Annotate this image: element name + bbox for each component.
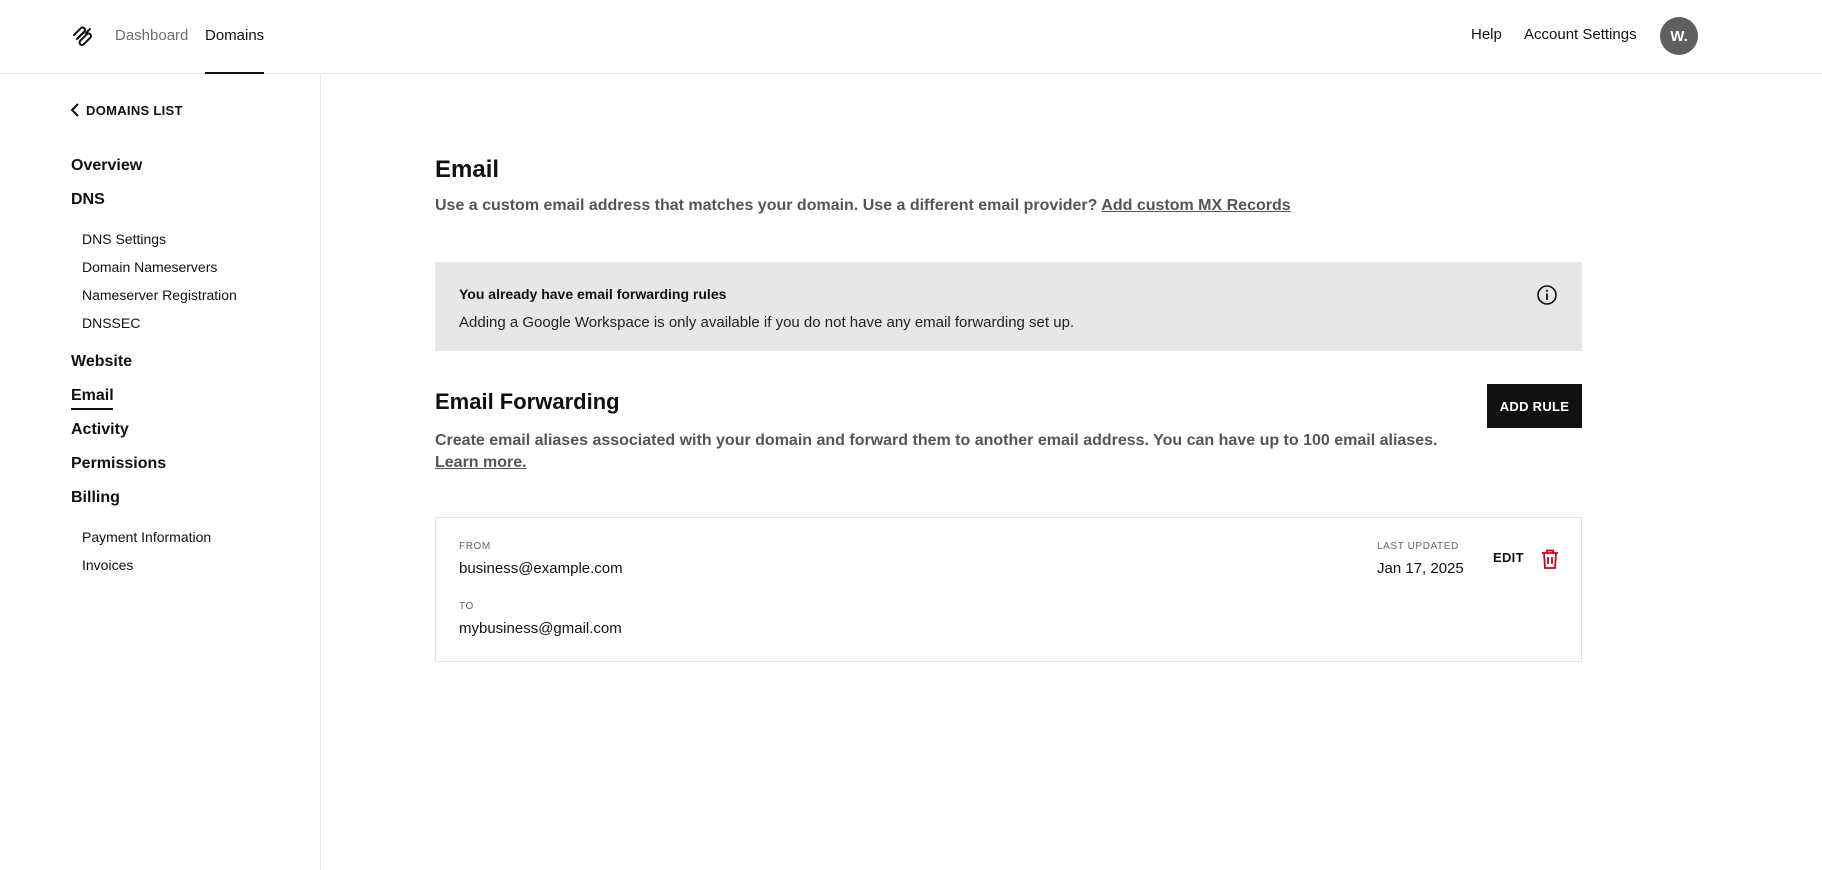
sidebar-item-email[interactable]: Email <box>71 387 114 404</box>
last-updated-date: Jan 17, 2025 <box>1377 560 1464 577</box>
email-forwarding-description-text: Create email aliases associated with your domain and forward them to another email address. You can have up to 100 email aliases. <box>435 432 1438 449</box>
domains-list-back-link[interactable] <box>70 102 183 118</box>
sidebar-item-dns[interactable]: DNS <box>71 191 105 208</box>
account-settings-link[interactable]: Account Settings <box>1524 26 1637 43</box>
sidebar-item-website[interactable]: Website <box>71 353 133 370</box>
forwarding-rule-card <box>435 517 1582 662</box>
to-label: TO <box>459 601 474 612</box>
chevron-left-icon <box>70 102 80 118</box>
back-link-label: DOMAINS LIST <box>86 102 183 118</box>
notice-title: You already have email forwarding rules <box>459 286 727 302</box>
learn-more-link[interactable]: Learn more. <box>435 454 527 471</box>
help-link[interactable]: Help <box>1471 26 1502 43</box>
page-title: Email <box>435 156 500 183</box>
email-forwarding-title: Email Forwarding <box>435 389 620 414</box>
sidebar-item-invoices[interactable]: Invoices <box>82 557 134 573</box>
sidebar-item-permissions[interactable]: Permissions <box>71 455 167 472</box>
add-custom-mx-records-link[interactable]: Add custom MX Records <box>1101 197 1291 214</box>
sidebar-item-dnssec[interactable]: DNSSEC <box>82 315 141 331</box>
notice-banner <box>435 262 1582 351</box>
sidebar-active-indicator <box>71 408 113 410</box>
sidebar-item-billing[interactable]: Billing <box>71 489 120 506</box>
from-address: business@example.com <box>459 560 623 577</box>
avatar[interactable]: W. <box>1660 17 1698 55</box>
sidebar-item-domain-nameservers[interactable]: Domain Nameservers <box>82 259 218 275</box>
notice-text: Adding a Google Workspace is only available if you do not have any email forwarding set up. <box>459 314 1075 331</box>
sidebar-item-activity[interactable]: Activity <box>71 421 129 438</box>
sidebar-item-overview[interactable]: Overview <box>71 157 143 174</box>
add-rule-button[interactable]: ADD RULE <box>1487 384 1582 428</box>
sidebar-item-payment-information[interactable]: Payment Information <box>82 529 212 545</box>
sidebar-item-dns-settings[interactable]: DNS Settings <box>82 231 167 247</box>
info-icon[interactable] <box>1536 284 1558 306</box>
squarespace-logo-icon[interactable] <box>70 24 94 48</box>
edit-rule-button[interactable]: EDIT <box>1493 550 1524 565</box>
page-description-text: Use a custom email address that matches your domain. Use a different email provider? <box>435 197 1102 214</box>
from-label: FROM <box>459 541 491 552</box>
last-updated-label: LAST UPDATED <box>1377 541 1459 552</box>
nav-domains[interactable]: Domains <box>205 27 265 44</box>
sidebar <box>0 74 321 870</box>
trash-icon[interactable] <box>1540 548 1560 570</box>
email-forwarding-description <box>435 430 1495 474</box>
nav-dashboard[interactable]: Dashboard <box>115 27 189 44</box>
to-address: mybusiness@gmail.com <box>459 620 622 637</box>
top-header <box>0 0 1822 74</box>
sidebar-item-nameserver-registration[interactable]: Nameserver Registration <box>82 287 237 303</box>
page-description <box>435 196 1291 216</box>
